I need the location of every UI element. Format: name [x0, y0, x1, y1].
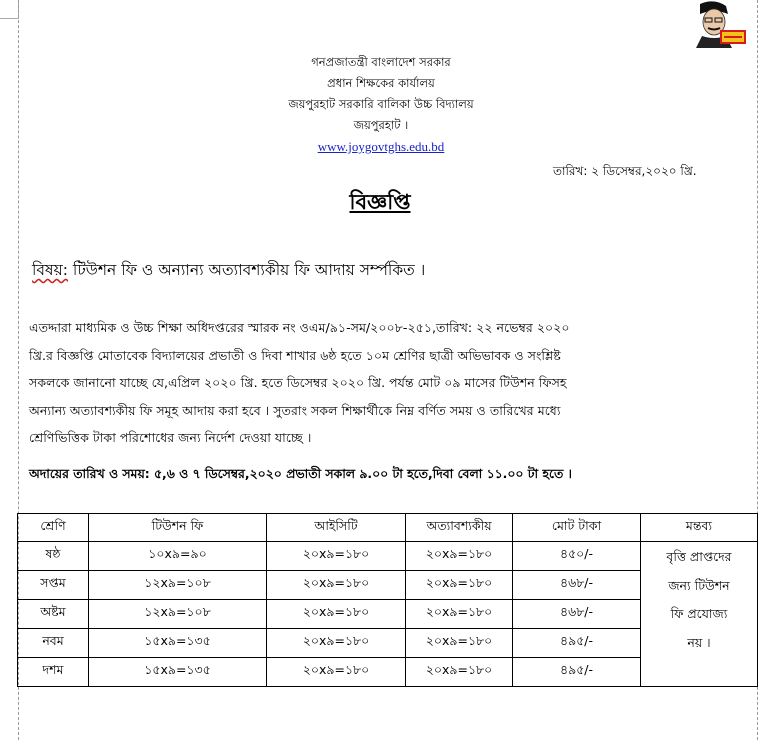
- notice-date: তারিখ: ২ ডিসেম্বর,২০২০ খ্রি.: [553, 164, 697, 178]
- cell-ict: ২০x৯=১৮০: [267, 542, 406, 571]
- fee-table: [17, 513, 758, 687]
- cell-essential: ২০x৯=১৮০: [406, 658, 513, 687]
- government-name: গনপ্রজাতন্ত্রী বাংলাদেশ সরকার: [311, 55, 451, 69]
- cell-tuition: ১০x৯=৯০: [89, 542, 267, 571]
- col-header-remarks: মন্তব্য: [641, 514, 758, 542]
- letterhead: [256, 52, 506, 157]
- table-row: [18, 542, 758, 571]
- cell-ict: ২০x৯=১৮০: [267, 629, 406, 658]
- cell-tuition: ১২x৯=১০৮: [89, 600, 267, 629]
- remark-line: বৃত্তি প্রাপ্তদের: [666, 549, 732, 564]
- cell-total: ৪৬৮/-: [513, 571, 641, 600]
- cell-essential: ২০x৯=১৮০: [406, 542, 513, 571]
- subject-label: বিষয়:: [32, 261, 68, 279]
- cell-class: দশম: [18, 658, 89, 687]
- cell-ict: ২০x৯=১৮০: [267, 600, 406, 629]
- cell-tuition: ১৫x৯=১৩৫: [89, 629, 267, 658]
- office-name: প্রধান শিক্ষকের কার্যালয়: [327, 76, 435, 90]
- col-header-ict: আইসিটি: [267, 514, 406, 542]
- remark-line: জন্য টিউশন: [668, 577, 730, 593]
- cell-ict: ২০x৯=১৮০: [267, 658, 406, 687]
- table-header-row: [18, 514, 758, 542]
- cell-total: ৪৯৫/-: [513, 658, 641, 687]
- body-line: শ্রেণিভিত্তিক টাকা পরিশোধের জন্য নির্দেশ দেওয়া যাচ্ছে ।: [29, 430, 312, 445]
- cell-tuition: ১৫x৯=১৩৫: [89, 658, 267, 687]
- subject-line: [32, 258, 425, 284]
- col-header-class: শ্রেণি: [18, 514, 89, 542]
- cell-essential: ২০x৯=১৮০: [406, 571, 513, 600]
- cell-ict: ২০x৯=১৮০: [267, 571, 406, 600]
- cell-class: ষষ্ঠ: [18, 542, 89, 571]
- body-line: অন্যান্য অত্যাবশ্যকীয় ফি সমূহ আদায় করা হবে । সুতরাং সকল শিক্ষার্থীকে নিম্ন বর্ণিত সময় ও তারিখের মধ্যে: [29, 402, 561, 418]
- cell-class: সপ্তম: [18, 571, 89, 600]
- collection-schedule: অদায়ের তারিখ ও সময়: ৫,৬ ও ৭ ডিসেম্বর,২০২০ প্রভাতী সকাল ৯.০০ টা হতে,দিবা বেলা ১১.০০ টা হতে ।: [29, 466, 572, 481]
- margin-corner-mark: [0, 0, 19, 19]
- cell-essential: ২০x৯=১৮০: [406, 600, 513, 629]
- school-name: জয়পুরহাট সরকারি বালিকা উচ্চ বিদ্যালয়: [288, 97, 474, 111]
- remark-line: ফি প্রযোজ্য: [670, 606, 728, 621]
- col-header-essential: অত্যাবশ্যকীয়: [406, 514, 513, 542]
- cell-total: ৪৫০/-: [513, 542, 641, 571]
- cell-class: নবম: [18, 629, 89, 658]
- col-header-total: মোট টাকা: [513, 514, 641, 542]
- cell-tuition: ১২x৯=১০৮: [89, 571, 267, 600]
- body-line: খ্রি.র বিজ্ঞপ্তি মোতাবেক বিদ্যালয়ের প্রভাতী ও দিবা শাখার ৬ষ্ঠ হতে ১০ম শ্রেণির ছাত্রী অভিভাবক ও সংশ্লিষ্ট: [29, 347, 561, 363]
- district-name: জয়পুরহাট ।: [353, 118, 409, 132]
- notice-body: [29, 314, 750, 452]
- leader-portrait-image: [684, 0, 746, 48]
- subject-text: টিউশন ফি ও অন্যান্য অত্যাবশ্যকীয় ফি আদায় সর্ম্পকিত ।: [67, 261, 426, 279]
- notice-title: বিজ্ঞপ্তি: [349, 190, 411, 214]
- website-link[interactable]: www.joygovtghs.edu.bd: [317, 139, 445, 154]
- col-header-tuition: টিউশন ফি: [89, 514, 267, 542]
- remark-line: নয় ।: [687, 634, 711, 650]
- remarks-cell: [641, 542, 758, 687]
- body-line: এতদ্দারা মাধ্যমিক ও উচ্চ শিক্ষা অধিদপ্তরের স্মারক নং ওএম/৯১-সম/২০০৮-২৫১,তারিখ: ২২ নভেম্বর ২০২০: [29, 320, 570, 335]
- body-line: সকলকে জানানো যাচ্ছে যে,এপ্রিল ২০২০ খ্রি. হতে ডিসেম্বর ২০২০ খ্রি. পর্যন্ত মোট ০৯ মাসের টিউশন ফিসহ: [29, 375, 567, 390]
- cell-essential: ২০x৯=১৮০: [406, 629, 513, 658]
- cell-total: ৪৬৮/-: [513, 600, 641, 629]
- cell-total: ৪৯৫/-: [513, 629, 641, 658]
- cell-class: অষ্টম: [18, 600, 89, 629]
